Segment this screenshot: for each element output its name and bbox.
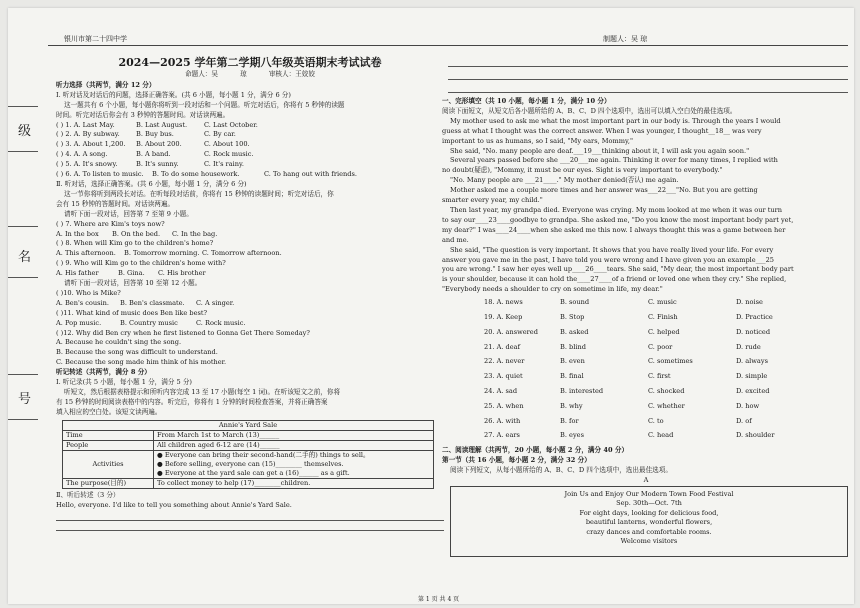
option[interactable]: ( ) 4. A. A song. bbox=[56, 150, 108, 159]
question-8: ( ) 8. When will Kim go to the children's home? bbox=[56, 239, 214, 248]
answer-blank-13[interactable]: From March 1st to March (13)______ bbox=[154, 430, 434, 440]
retell-prompt: Hello, everyone. I'd like to tell you something about Annie's Yard Sale. bbox=[56, 500, 292, 509]
option[interactable]: C. Rock music. bbox=[204, 150, 254, 159]
question-7-options bbox=[56, 230, 444, 240]
section-heading: 一、完形填空（共 10 小题，每小题 1 分，满分 10 分） bbox=[442, 97, 611, 105]
passage-line: She said, "The question is very important. It shows that you have really lived your life. For every bbox=[450, 245, 774, 254]
passage-line: Mother asked me a couple more times and her answer was___22___"No. But you are getting bbox=[450, 186, 758, 195]
option[interactable]: C. Finish bbox=[648, 312, 678, 321]
name-label: 名 bbox=[18, 250, 32, 265]
question-9: ( ) 9. Who will Kim go to the children's home with? bbox=[56, 259, 226, 268]
row-label: Time bbox=[63, 430, 154, 440]
option[interactable]: A. Because he couldn't sing the song. bbox=[56, 338, 182, 347]
option[interactable]: A. His father bbox=[56, 269, 99, 278]
ad-line: Join Us and Enjoy Our Modern Town Food Festival bbox=[564, 489, 734, 498]
instruction: 请听下面一段对话，回答第 7 至第 9 小题。 bbox=[64, 209, 193, 218]
instruction: 这一题共有 6 个小题，每小题你将听到一段对话和一个问题。听完对话后，你将有 5 秒钟的读题 bbox=[64, 100, 345, 109]
passage-line: smarter every year, my child." bbox=[442, 196, 543, 205]
option[interactable]: B. for bbox=[560, 416, 579, 425]
answer-blank-16[interactable]: ● Everyone at the yard sale can get a (16)______ as a gift. bbox=[157, 468, 350, 477]
passage-line: "Everybody needs a shoulder to cry on sometime in life, my dear." bbox=[442, 285, 663, 294]
option[interactable]: 24. A. sad bbox=[484, 386, 518, 395]
right-column bbox=[442, 56, 850, 557]
reviewer: 审核人：王姣姣 bbox=[268, 70, 315, 78]
question-10-options bbox=[56, 299, 444, 309]
ad-line: For eight days, looking for delicious food, bbox=[579, 508, 719, 517]
ad-line: beautiful lanterns, wonderful flowers, bbox=[585, 518, 713, 527]
option[interactable]: 26. A. with bbox=[484, 416, 521, 425]
class-label: 级 bbox=[18, 124, 32, 139]
exam-page bbox=[8, 8, 854, 604]
option[interactable]: C. poor bbox=[648, 342, 673, 351]
ad-line: crazy dances and comfortable rooms. bbox=[586, 527, 712, 536]
option[interactable]: 27. A. ears bbox=[484, 431, 520, 440]
option[interactable]: B. why bbox=[560, 401, 583, 410]
page-number: 第 1 页 共 4 页 bbox=[418, 596, 460, 603]
header-rule bbox=[48, 45, 848, 46]
option[interactable]: B. It's sunny. bbox=[136, 160, 179, 169]
passage-line: and me. bbox=[442, 235, 469, 244]
instruction: 听短文，然后根据表格提示和所听内容完成 13 至 17 小题(每空 1 词)。在听该短文之前，你将 bbox=[64, 388, 341, 396]
passage-line: guess at what I thought was the correct answer. When I was younger, I thought__18__ was very bbox=[442, 126, 762, 135]
option[interactable]: B. blind bbox=[560, 342, 586, 351]
answer-line[interactable] bbox=[56, 520, 444, 521]
passage-line: answer you gave me in the past, I have told you were wrong and I have given you an example___25 bbox=[442, 255, 774, 264]
passage-line: is your shoulder, because it can hold the____27____of a friend or loved one when they cry." She replied, bbox=[442, 275, 787, 284]
activity-line: ● Everyone can bring their second-hand(二手的) things to sell。 bbox=[157, 450, 370, 459]
question-maker: 制题人：吴 琼 bbox=[603, 35, 648, 43]
passage-line: Then last year, my grandpa died. Everyone was crying. My mom looked at me when it was our turn bbox=[450, 205, 783, 214]
row-label: Activities bbox=[63, 450, 154, 478]
row-label: The purpose(目的) bbox=[63, 478, 154, 488]
answer-blank-17[interactable]: To collect money to help (17)________children. bbox=[154, 478, 434, 488]
option[interactable]: C. A singer. bbox=[196, 298, 235, 307]
option[interactable]: 25. A. when bbox=[484, 401, 524, 410]
question-3 bbox=[56, 140, 444, 150]
passage-line: My mother used to ask me what the most important part in our body is. Through the years I would bbox=[450, 116, 781, 125]
question-1 bbox=[56, 121, 444, 131]
ad-line: Welcome visitors bbox=[620, 537, 678, 546]
instruction: 填入相应的空白处。该短文读两遍。 bbox=[56, 407, 162, 416]
option[interactable]: D. always bbox=[736, 357, 768, 366]
option[interactable]: C. Tomorrow afternoon. bbox=[202, 249, 282, 258]
option[interactable]: B. Country music bbox=[120, 318, 178, 327]
question-11-options bbox=[56, 319, 444, 329]
option[interactable]: 22. A. never bbox=[484, 357, 525, 366]
instruction: Ⅰ. 听记录(共 5 小题，每小题 1 分，满分 5 分) bbox=[56, 378, 193, 387]
instruction: Ⅰ. 听对话及对话后的问题，选择正确答案。(共 6 小题，每小题 1 分，满分 6 分) bbox=[56, 90, 291, 99]
passage-line: She said, "No. many people are deaf.___19___thinking about it, I will ask you again soon." bbox=[450, 146, 750, 155]
option[interactable]: C. To hang out with friends. bbox=[264, 170, 357, 179]
cloze-choices bbox=[442, 295, 850, 443]
ad-line: Sep. 30th—Oct. 7th bbox=[616, 499, 682, 508]
option[interactable]: B. Because the song was difficult to understand. bbox=[56, 348, 218, 357]
option[interactable]: B. final bbox=[560, 372, 584, 381]
option[interactable]: A. Pop music. bbox=[56, 318, 102, 327]
option[interactable]: B. On the bed. bbox=[112, 229, 161, 238]
passage-label: A bbox=[643, 475, 649, 484]
option[interactable]: A. This afternoon. bbox=[56, 249, 116, 258]
passage-line: no doubt(疑虑), "Mommy, it must be our eyes. Sight is very important to everybody." bbox=[442, 166, 723, 175]
school-name: 银川市第二十四中学 bbox=[64, 35, 127, 43]
option[interactable]: B. Gina. bbox=[118, 269, 145, 278]
question-6 bbox=[56, 170, 444, 180]
option[interactable]: C. Rock music. bbox=[196, 318, 246, 327]
option[interactable]: C. His brother bbox=[158, 269, 206, 278]
option[interactable]: B. Tomorrow morning. bbox=[124, 249, 200, 258]
option[interactable]: B. asked bbox=[560, 327, 589, 336]
option[interactable]: D. noise bbox=[736, 298, 763, 307]
question-10: ( )10. Who is Mike? bbox=[56, 288, 121, 297]
instruction: 时间。听完对话后你会有 3 秒钟的答题时间。对话读两遍。 bbox=[56, 110, 230, 119]
instruction: 请听下面一段对话，回答第 10 至第 12 小题。 bbox=[64, 279, 202, 288]
option[interactable]: B. About 200. bbox=[136, 140, 182, 149]
authors bbox=[56, 70, 444, 80]
instruction: 有 15 秒钟的时间阅读表格中的内容。听完后，你将有 1 分钟的时间检查答案，并将正确答案 bbox=[56, 397, 328, 406]
option[interactable]: 18. A. news bbox=[484, 298, 523, 307]
option[interactable]: C. It's rainy. bbox=[204, 160, 244, 169]
option[interactable]: 21. A. deaf bbox=[484, 342, 521, 351]
yard-sale-table bbox=[62, 420, 434, 489]
option[interactable]: C. Because the song made him think of his mother. bbox=[56, 358, 227, 367]
binding-margin bbox=[8, 106, 40, 406]
option[interactable]: ( ) 6. A. To listen to music. bbox=[56, 170, 144, 179]
option[interactable]: 20. A. answered bbox=[484, 327, 538, 336]
option[interactable]: C. to bbox=[648, 416, 664, 425]
option[interactable]: D. shoulder bbox=[736, 431, 775, 440]
option[interactable]: ( ) 2. A. By subway. bbox=[56, 130, 120, 139]
option[interactable]: C. In the bag. bbox=[172, 229, 218, 238]
option[interactable]: C. music bbox=[648, 298, 677, 307]
maker: 命题人：吴 琼 bbox=[185, 70, 247, 78]
option[interactable]: A. In the box bbox=[56, 229, 99, 238]
option[interactable]: D. Practice bbox=[736, 312, 773, 321]
option[interactable]: 23. A. quiet bbox=[484, 372, 523, 381]
instruction: 阅读下面短文，从短文后各小题所给的 A、B、C、D 四个选项中，选出可以填入空白处的最佳选项。 bbox=[442, 106, 737, 115]
question-7: ( ) 7. Where are Kim's toys now? bbox=[56, 219, 165, 228]
answer-line[interactable] bbox=[448, 79, 848, 80]
option[interactable]: C. whether bbox=[648, 401, 685, 410]
answer-blank-14[interactable]: All children aged 6-12 are (14)______ bbox=[154, 440, 434, 450]
option[interactable]: B. Buy bus. bbox=[136, 130, 174, 139]
option[interactable]: B. Last August. bbox=[136, 120, 188, 129]
subsection-heading: 第一节（共 16 小题，每小题 2 分，满分 32 分） bbox=[442, 456, 591, 464]
activities-cell bbox=[154, 450, 434, 478]
instruction: Ⅱ. 听对话，选择正确答案。(共 6 小题，每小题 1 分，满分 6 分) bbox=[56, 179, 247, 188]
option[interactable]: C. About 100. bbox=[204, 140, 250, 149]
option[interactable]: B. To do some housework. bbox=[152, 170, 240, 179]
festival-ad bbox=[450, 486, 848, 557]
exam-title: 2024—2025 学年第二学期八年级英语期末考试试卷 bbox=[118, 56, 382, 69]
table-title: Annie's Yard Sale bbox=[63, 420, 434, 430]
passage-line: Several years passed before she ___20___me again. Thinking it over for many times, I replied with bbox=[450, 156, 778, 165]
option[interactable]: C. sometimes bbox=[648, 357, 693, 366]
question-5 bbox=[56, 160, 444, 170]
option[interactable]: D. noticed bbox=[736, 327, 771, 336]
instruction: Ⅱ、听后转述（3 分） bbox=[56, 490, 120, 499]
number-label: 号 bbox=[18, 392, 32, 407]
option[interactable]: A. Ben's cousin. bbox=[56, 298, 109, 307]
option[interactable]: C. By car. bbox=[204, 130, 236, 139]
question-9-options bbox=[56, 269, 444, 279]
answer-line[interactable] bbox=[448, 92, 848, 93]
option[interactable]: D. rude bbox=[736, 342, 761, 351]
section-heading: 听记转述（共两节，满分 8 分） bbox=[56, 368, 151, 377]
question-2 bbox=[56, 130, 444, 140]
section-heading: 二、阅读理解（共两节，20 小题，每小题 2 分，满分 40 分） bbox=[442, 446, 629, 455]
option[interactable]: ( ) 5. A. It's snowy. bbox=[56, 160, 118, 169]
option[interactable]: B. sound bbox=[560, 298, 590, 307]
left-column bbox=[56, 56, 444, 531]
passage-line: important to us as humans, so I said, "My ears, Mommy," bbox=[442, 136, 633, 145]
passage-line: my dear?" I was____24____when she asked me this now. I always thought this was a game between her bbox=[442, 225, 786, 234]
option[interactable]: C. first bbox=[648, 372, 671, 381]
passage-line: you are wrong." I saw her eyes well up____26____tears. She said, "My dear, the most important body part bbox=[442, 265, 794, 274]
option[interactable]: B. Ben's classmate. bbox=[120, 298, 185, 307]
answer-line[interactable] bbox=[56, 530, 444, 531]
option[interactable]: B. Stop bbox=[560, 312, 585, 321]
question-8-options bbox=[56, 249, 444, 259]
passage-line: "No. Many people are ___21____." My mother denied(否认) me again. bbox=[450, 176, 679, 185]
question-11: ( )11. What kind of music does Ben like best? bbox=[56, 308, 208, 317]
option[interactable]: 19. A. Keep bbox=[484, 312, 523, 321]
answer-blank-15[interactable]: ● Before selling, everyone can (15)________ themselves. bbox=[157, 459, 344, 468]
option[interactable]: D. how bbox=[736, 401, 760, 410]
option[interactable]: B. interested bbox=[560, 386, 604, 395]
passage-line: to say our____23____goodbye to grandpa. She asked me, "Do you know the most important body part yet, bbox=[442, 215, 794, 224]
answer-line[interactable] bbox=[448, 66, 848, 67]
option[interactable]: D. simple bbox=[736, 372, 768, 381]
option[interactable]: ( ) 3. A. About 1,200. bbox=[56, 140, 126, 149]
question-12: ( )12. Why did Ben cry when he first listened to Gonna Get There Someday? bbox=[56, 328, 310, 337]
option[interactable]: B. A band. bbox=[136, 150, 171, 159]
option[interactable]: C. helped bbox=[648, 327, 680, 336]
question-4 bbox=[56, 150, 444, 160]
row-label: People bbox=[63, 440, 154, 450]
option[interactable]: C. shocked bbox=[648, 386, 685, 395]
option[interactable]: ( ) 1. A. Last May. bbox=[56, 120, 115, 129]
option[interactable]: B. eyes bbox=[560, 431, 584, 440]
option[interactable]: B. even bbox=[560, 357, 585, 366]
instruction: 这一节你将听到两段长对话。在听每段对话前，你将有 15 秒钟的读题时间；听完对话后，你 bbox=[64, 189, 334, 198]
option[interactable]: C. head bbox=[648, 431, 674, 440]
option[interactable]: C. Last October. bbox=[204, 120, 258, 129]
instruction: 会有 15 秒钟的答题时间。对话读两遍。 bbox=[56, 199, 175, 208]
section-heading: 听力选择（共两节，满分 12 分） bbox=[56, 80, 156, 89]
option[interactable]: D. excited bbox=[736, 386, 770, 395]
instruction: 阅读下列短文，从每小题所给的 A、B、C、D 四个选项中，选出最佳选项。 bbox=[450, 465, 672, 474]
option[interactable]: D. of bbox=[736, 416, 752, 425]
